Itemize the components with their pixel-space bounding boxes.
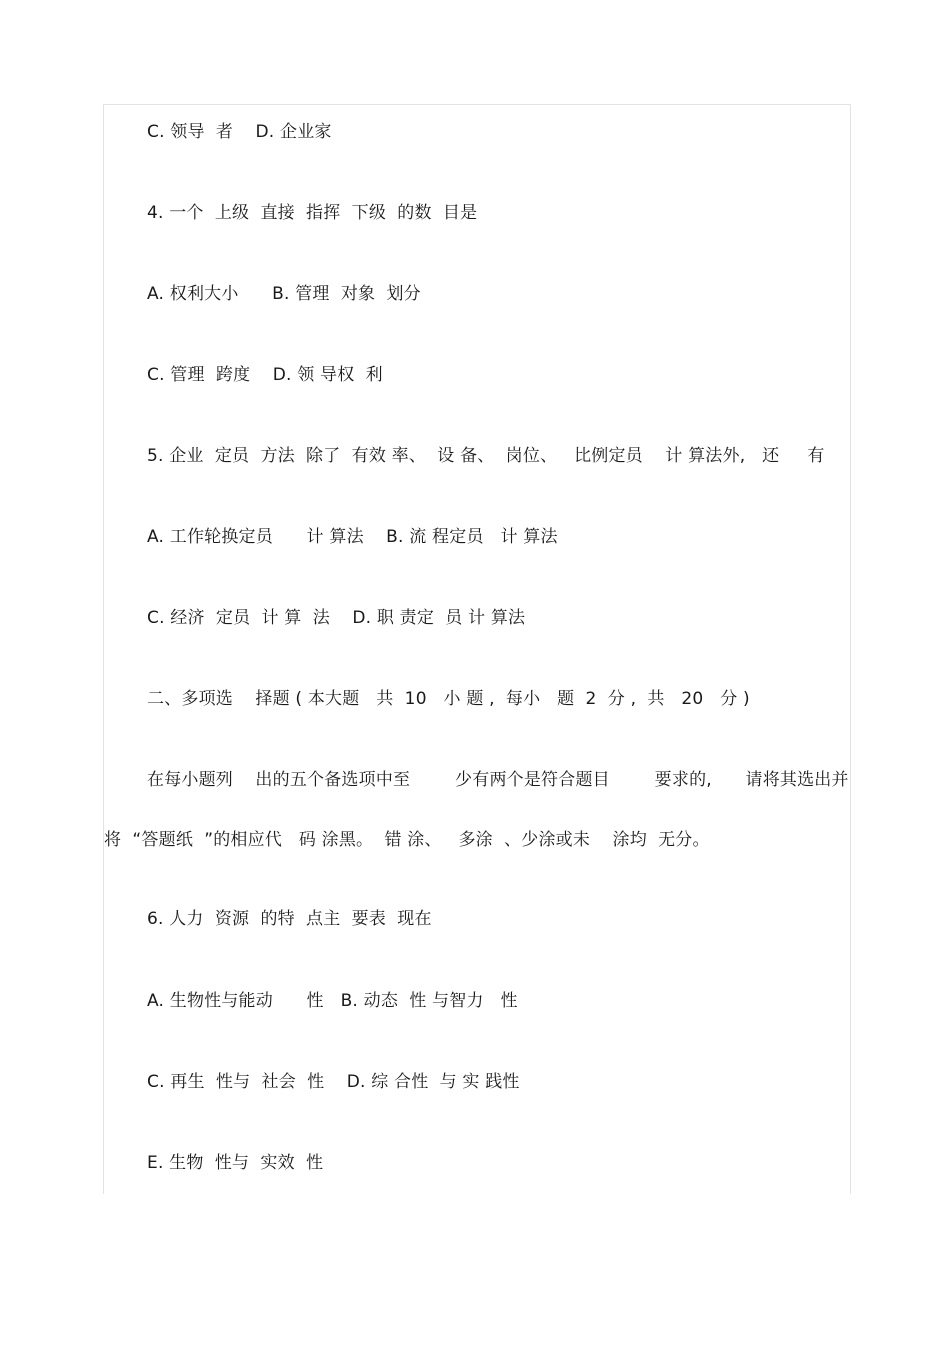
option-line-q6-e: E. 生物 性与 实效 性: [147, 1153, 324, 1173]
option-line-q6-cd: C. 再生 性与 社会 性 D. 综 合性 与 实 践性: [147, 1072, 520, 1092]
option-line-q6-ab: A. 生物性与能动 性 B. 动态 性 与智力 性: [147, 991, 518, 1011]
option-line-q5-ab: A. 工作轮换定员 计 算法 B. 流 程定员 计 算法: [147, 527, 558, 547]
option-line-q3-cd: C. 领导 者 D. 企业家: [147, 122, 332, 142]
option-line-q5-cd: C. 经济 定员 计 算 法 D. 职 责定 员 计 算法: [147, 608, 526, 628]
question-5: 5. 企业 定员 方法 除了 有效 率、 设 备、 岗位、 比例定员 计 算法外, 还 有: [147, 446, 825, 466]
instructions-line-1: 在每小题列 出的五个备选项中至 少有两个是符合题目 要求的, 请将其选出并: [147, 770, 849, 790]
section-heading-multiple-choice: 二、多项选 择题 ( 本大题 共 10 小 题 , 每小 题 2 分 , 共 20 分 ): [147, 689, 750, 709]
instructions-line-2: 将 “答题纸 ”的相应代 码 涂黑。 错 涂、 多涂 、少涂或未 涂均 无分。: [104, 830, 710, 850]
page-frame: [103, 104, 851, 1194]
question-6: 6. 人力 资源 的特 点主 要表 现在: [147, 909, 432, 929]
option-line-q4-cd: C. 管理 跨度 D. 领 导权 利: [147, 365, 383, 385]
question-4: 4. 一个 上级 直接 指挥 下级 的数 目是: [147, 203, 478, 223]
option-line-q4-ab: A. 权利大小 B. 管理 对象 划分: [147, 284, 421, 304]
